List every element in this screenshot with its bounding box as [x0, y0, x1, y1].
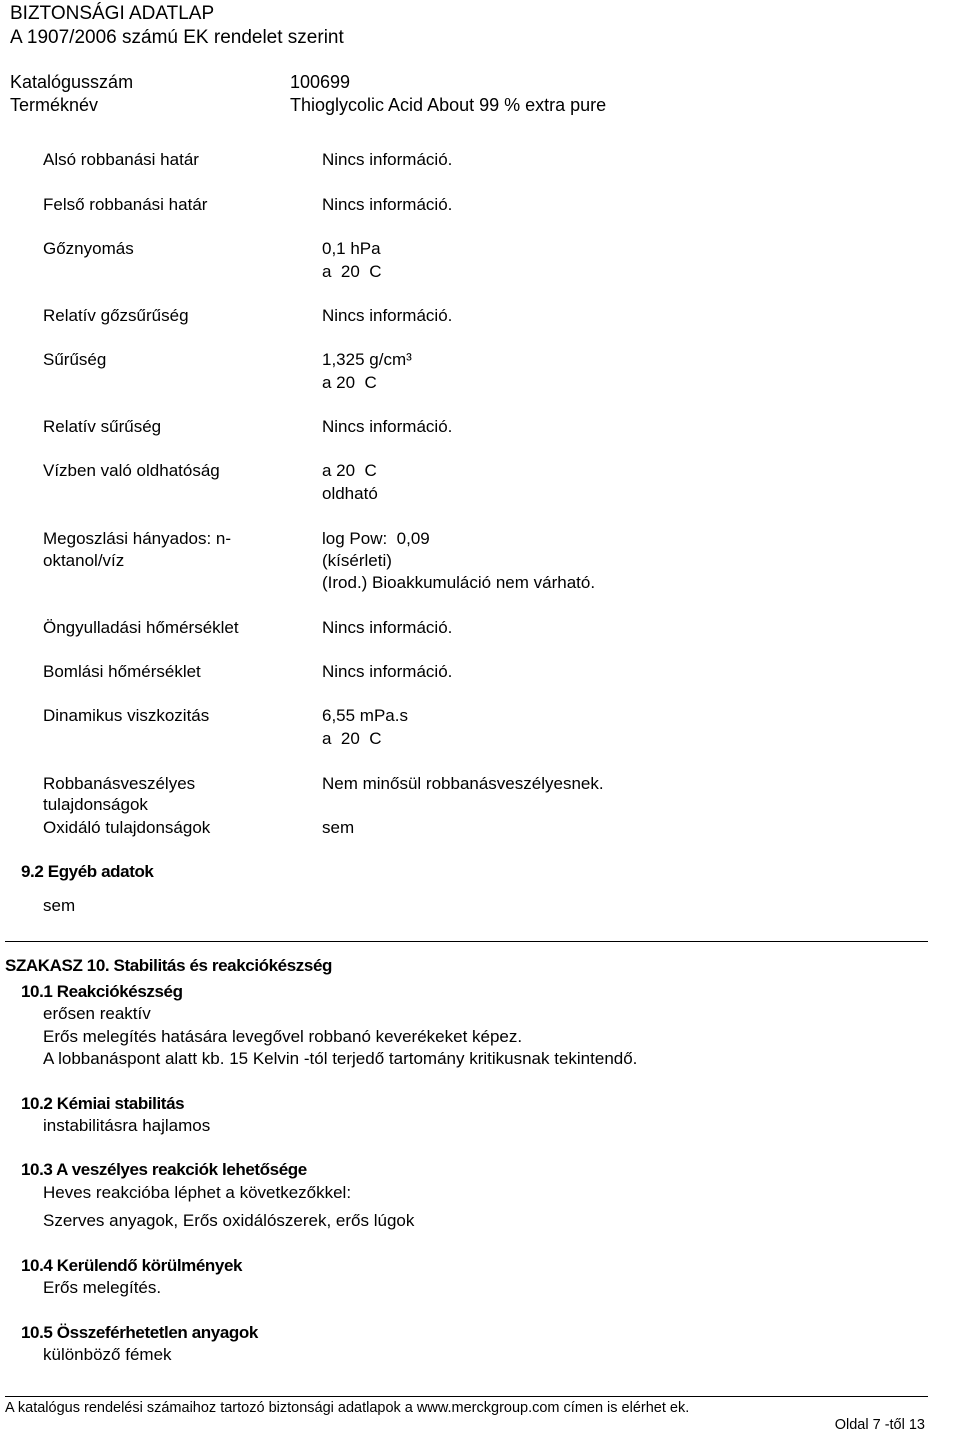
- property-label: tulajdonságok: [43, 795, 148, 814]
- subsection-text: erősen reaktív: [43, 1004, 151, 1023]
- footer-note: A katalógus rendelési számaihoz tartozó biztonsági adatlapok a www.merckgroup.com címen is elérhet ek.: [5, 1400, 690, 1416]
- page-number: Oldal 7 -től 13: [834, 1417, 925, 1433]
- property-value: log Pow: 0,09: [322, 529, 430, 548]
- property-label: Gőznyomás: [43, 239, 134, 258]
- property-value: Nincs információ.: [322, 618, 453, 637]
- property-value: Nincs információ.: [322, 417, 453, 436]
- property-value: Nem minősül robbanásveszélyesnek.: [322, 774, 604, 793]
- property-value: 6,55 mPa.s: [322, 706, 408, 725]
- property-value: Nincs információ.: [322, 150, 453, 169]
- subsection-heading-9-2: 9.2 Egyéb adatok: [21, 862, 154, 881]
- property-label: Megoszlási hányados: n-: [43, 529, 232, 548]
- property-label: Relatív gőzsűrűség: [43, 306, 189, 325]
- property-value: (Irod.) Bioakkumuláció nem várható.: [322, 573, 596, 592]
- property-value: Nincs információ.: [322, 195, 453, 214]
- property-label: Öngyulladási hőmérséklet: [43, 618, 239, 637]
- property-value: 0,1 hPa: [322, 239, 381, 258]
- property-label: Sűrűség: [43, 350, 107, 369]
- property-value: sem: [322, 818, 355, 837]
- subsection-text: Szerves anyagok, Erős oxidálószerek, erős lúgok: [43, 1211, 415, 1230]
- property-value: oldható: [322, 484, 378, 503]
- subsection-heading-10-2: 10.2 Kémiai stabilitás: [21, 1094, 185, 1113]
- property-value: (kísérleti): [322, 551, 392, 570]
- property-label: Bomlási hőmérséklet: [43, 662, 201, 681]
- catalog-number-label: Katalógusszám: [10, 72, 134, 92]
- property-label: Robbanásveszélyes: [43, 774, 196, 793]
- subsection-text: Heves reakcióba léphet a következőkkel:: [43, 1183, 352, 1202]
- subsection-text: Erős melegítés hatására levegővel robbanó keverékeket képez.: [43, 1027, 523, 1046]
- product-name-label: Terméknév: [10, 95, 99, 115]
- property-label: Vízben való oldhatóság: [43, 461, 220, 480]
- property-label: Dinamikus viszkozitás: [43, 706, 210, 725]
- footer-divider: [5, 1396, 928, 1397]
- section-heading-10: SZAKASZ 10. Stabilitás és reakciókészség: [5, 956, 332, 975]
- subsection-heading-10-3: 10.3 A veszélyes reakciók lehetősége: [21, 1160, 307, 1179]
- subsection-text: instabilitásra hajlamos: [43, 1116, 211, 1135]
- subsection-text: különböző fémek: [43, 1345, 172, 1364]
- property-value: a 20 C: [322, 262, 382, 281]
- property-label: Felső robbanási határ: [43, 195, 208, 214]
- property-label: Oxidáló tulajdonságok: [43, 818, 211, 837]
- document-title: BIZTONSÁGI ADATLAP: [10, 3, 215, 24]
- property-value: a 20 C: [322, 729, 382, 748]
- property-label: oktanol/víz: [43, 551, 125, 570]
- property-value: 1,325 g/cm³: [322, 350, 412, 369]
- subsection-text: Erős melegítés.: [43, 1278, 162, 1297]
- regulation-subtitle: A 1907/2006 számú EK rendelet szerint: [10, 27, 344, 48]
- subsection-text: A lobbanáspont alatt kb. 15 Kelvin -tól terjedő tartomány kritikusnak tekintendő.: [43, 1049, 638, 1068]
- product-name-value: Thioglycolic Acid About 99 % extra pure: [290, 95, 607, 115]
- property-value: Nincs információ.: [322, 306, 453, 325]
- section-divider: [5, 941, 928, 942]
- property-value: a 20 C: [322, 461, 377, 480]
- subsection-text: sem: [43, 896, 76, 915]
- subsection-heading-10-5: 10.5 Összeférhetetlen anyagok: [21, 1323, 258, 1342]
- property-label: Relatív sűrűség: [43, 417, 162, 436]
- property-label: Alsó robbanási határ: [43, 150, 199, 169]
- property-value: a 20 C: [322, 373, 377, 392]
- subsection-heading-10-4: 10.4 Kerülendő körülmények: [21, 1256, 243, 1275]
- property-value: Nincs információ.: [322, 662, 453, 681]
- subsection-heading-10-1: 10.1 Reakciókészség: [21, 982, 183, 1001]
- catalog-number-value: 100699: [290, 72, 351, 92]
